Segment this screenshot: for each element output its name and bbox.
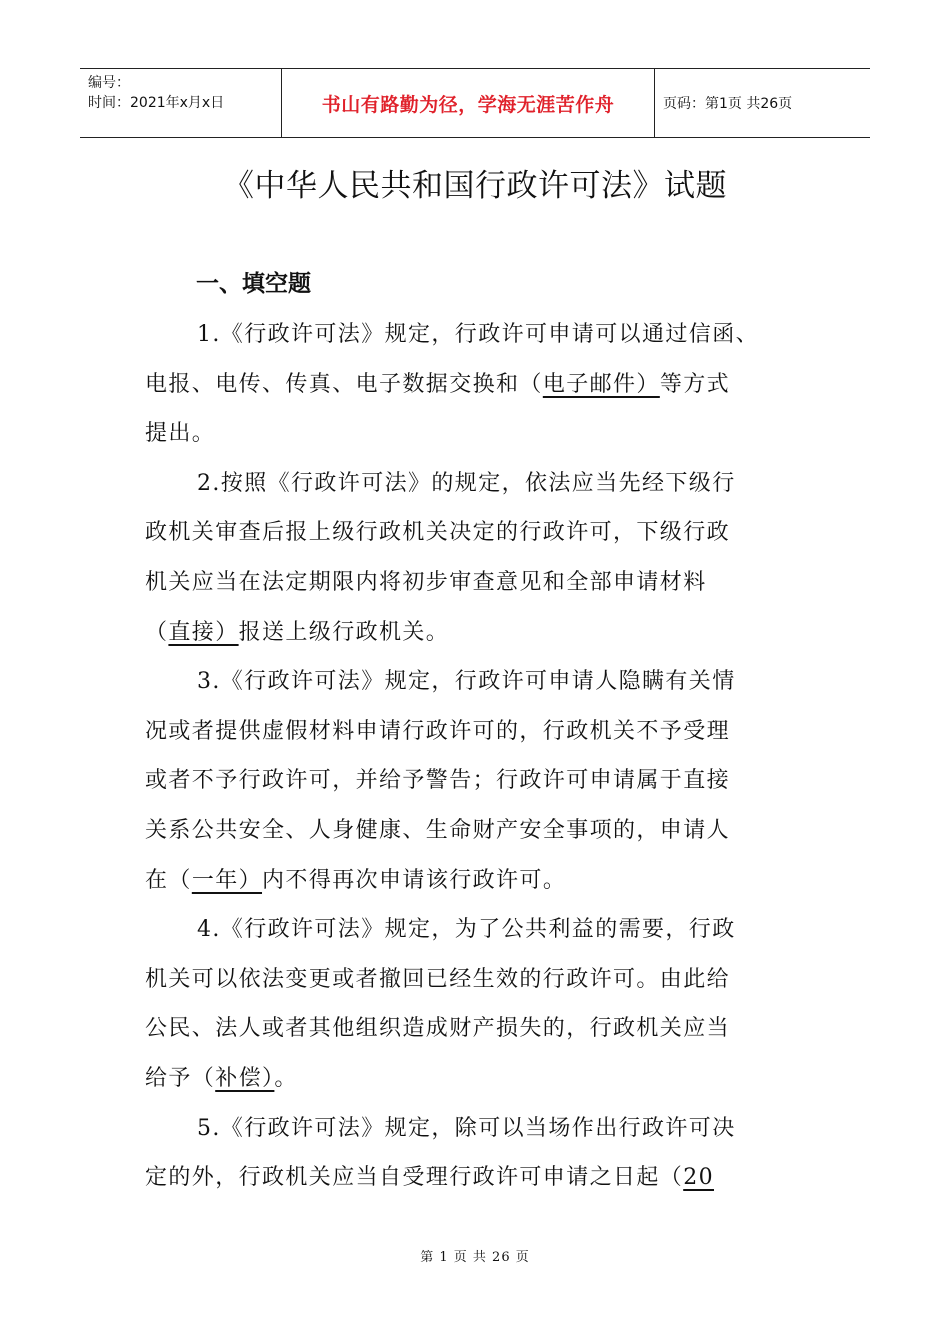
question-line: 提出。 (145, 421, 216, 447)
question-text: （ (145, 619, 169, 645)
question-3 (145, 657, 785, 905)
header-motto: 书山有路勤为径，学海无涯苦作舟 (321, 93, 615, 116)
header-page-info: 页码：第1页 共26页 (663, 96, 793, 112)
question-line: 3.《行政许可法》规定，行政许可申请人隐瞒有关情 (197, 669, 736, 695)
document-title: 《中华人民共和国行政许可法》试题 (223, 168, 727, 204)
page-header (80, 68, 870, 138)
question-line: 机关可以依法变更或者撤回已经生效的行政许可。由此给 (145, 966, 731, 992)
question-line: 2.按照《行政许可法》的规定，依法应当先经下级行 (197, 470, 736, 496)
question-text: 给予（ (145, 1065, 216, 1091)
question-line (145, 1153, 785, 1203)
answer-blank: 补偿） (215, 1065, 275, 1091)
question-line: 4.《行政许可法》规定，为了公共利益的需要，行政 (197, 917, 736, 943)
header-meta (80, 69, 281, 137)
answer-blank: 20 (683, 1165, 714, 1191)
question-text: 内不得再次申请该行政许可。 (262, 867, 567, 893)
header-motto-cell (281, 69, 655, 137)
question-line: 况或者提供虚假材料申请行政许可的，行政机关不予受理 (145, 718, 731, 744)
document-body (145, 310, 785, 1203)
question-text: 。 (274, 1065, 298, 1091)
answer-blank: 一年） (191, 867, 263, 893)
question-line (145, 1054, 785, 1104)
page-footer: 第 1 页 共 26 页 (420, 1250, 530, 1265)
answer-blank: 电子邮件） (542, 371, 660, 397)
question-text: 等方式 (659, 371, 731, 397)
question-text: 报送上级行政机关。 (238, 619, 450, 645)
question-line: 关系公共安全、人身健康、生命财产安全事项的，申请人 (145, 817, 731, 843)
question-line (145, 608, 785, 658)
question-4 (145, 905, 785, 1103)
question-line (145, 856, 785, 906)
question-text: 在（ (145, 867, 192, 893)
question-text: 定的外，行政机关应当自受理行政许可申请之日起（ (145, 1165, 684, 1191)
question-line: 或者不予行政许可，并给予警告；行政许可申请属于直接 (145, 768, 731, 794)
question-1 (145, 310, 785, 459)
question-line: 5.《行政许可法》规定，除可以当场作出行政许可决 (197, 1115, 736, 1141)
section-heading: 一、填空题 (196, 271, 311, 297)
document-number-label: 编号： (88, 75, 130, 91)
question-5 (145, 1104, 785, 1203)
question-2 (145, 459, 785, 657)
question-text: 电报、电传、传真、电子数据交换和（ (145, 371, 543, 397)
question-line: 机关应当在法定期限内将初步审查意见和全部申请材料 (145, 569, 707, 595)
answer-blank: 直接） (168, 619, 239, 645)
document-time-label: 时间：2021年x月x日 (88, 95, 225, 111)
question-line: 公民、法人或者其他组织造成财产损失的，行政机关应当 (145, 1016, 731, 1042)
question-line (145, 360, 785, 410)
question-line: 政机关审查后报上级行政机关决定的行政许可，下级行政 (145, 520, 731, 546)
question-line: 1.《行政许可法》规定，行政许可申请可以通过信函、 (197, 322, 759, 347)
